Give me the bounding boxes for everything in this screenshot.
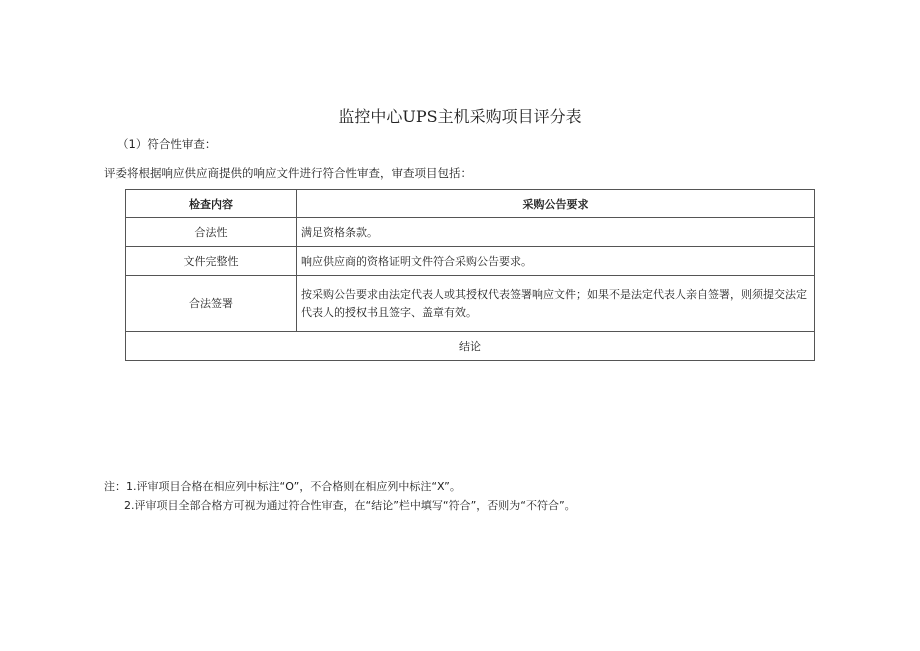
table-row: [126, 218, 815, 247]
notes: [104, 477, 576, 515]
row-item: 合法签署: [126, 276, 297, 332]
conclusion-cell: 结论: [126, 332, 815, 361]
table-row: [126, 276, 815, 332]
intro-text: 评委将根据响应供应商提供的响应文件进行符合性审查，审查项目包括：: [104, 166, 472, 180]
row-item: 文件完整性: [126, 247, 297, 276]
row-item: 合法性: [126, 218, 297, 247]
conclusion-row: [126, 332, 815, 361]
section-heading: （1）符合性审查：: [117, 137, 217, 151]
row-requirement: 响应供应商的资格证明文件符合采购公告要求。: [297, 247, 815, 276]
table-row: [126, 247, 815, 276]
header-requirement: 采购公告要求: [297, 190, 815, 218]
table-header-row: [126, 190, 815, 218]
note-line-2: 2.评审项目全部合格方可视为通过符合性审查，在“结论”栏中填写“符合”，否则为“不符合”。: [124, 499, 576, 512]
header-check-content: 检查内容: [126, 190, 297, 218]
note-line-1: 注：1.评审项目合格在相应列中标注“O”，不合格则在相应列中标注“X”。: [104, 480, 461, 493]
review-table: [125, 189, 815, 361]
page-title: 监控中心UPS主机采购项目评分表: [338, 107, 582, 126]
row-requirement: 满足资格条款。: [297, 218, 815, 247]
row-requirement: 按采购公告要求由法定代表人或其授权代表签署响应文件；如果不是法定代表人亲自签署，则须提交法定代表人的授权书且签字、盖章有效。: [297, 276, 815, 332]
